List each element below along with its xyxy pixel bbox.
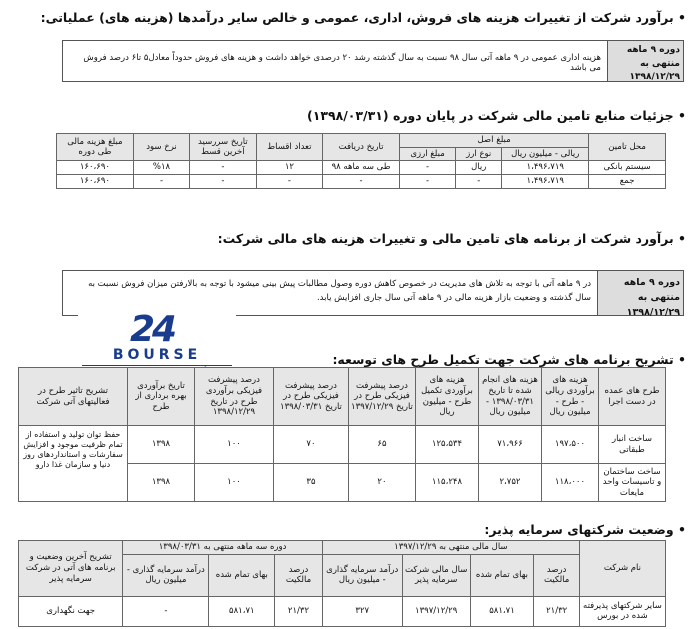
- col-rial: ریالی - میلیون ریال: [502, 147, 589, 161]
- cell: ۲۰: [349, 464, 416, 502]
- financing-plans-text: در ۹ ماهه آتی با توجه به تلاش های مدیریت در خصوص کاهش دوره وصول مطالبات پیش بینی میشود با توجه به بالارفتن میزان فروش نسبت به سال گذشته و وضعیت بازار هزینه مالی در ۹ ماهه آتی سال جاری افزایش یابد.: [88, 279, 591, 304]
- cell: ۱۳۹۷/۱۲/۲۹: [402, 596, 470, 626]
- bullet-icon: •: [678, 108, 686, 123]
- cell: جهت نگهداری: [19, 596, 123, 626]
- col-rate: نرخ سود: [133, 134, 189, 161]
- cell: ۲،۷۵۲: [479, 464, 542, 502]
- section-title-financing-details: جزئیات منابع تامین مالی شرکت در پایان دوره (۱۳۹۸/۰۳/۳۱): [306, 108, 674, 123]
- cell: ۱،۴۹۶،۷۱۹: [502, 174, 589, 188]
- logo-number: 24: [130, 309, 175, 350]
- col-progress-1398-12: درصد پیشرفت فیزیکی برآوردی طرح در تاریخ ۱۳۹۸/۱۲/۲۹: [195, 368, 274, 426]
- col-source: محل تامین: [589, 134, 666, 161]
- bullet-icon: •: [678, 231, 686, 246]
- section-title-development-plans: تشریح برنامه های شرکت جهت تکمیل طرح های توسعه:: [332, 352, 674, 367]
- col-spent: هزینه های انجام شده تا تاریخ ۱۳۹۸/۰۳/۳۱ - میلیون ریال: [479, 368, 542, 426]
- table-row: [57, 174, 666, 188]
- cell: ۱،۴۹۶،۷۱۹: [502, 161, 589, 175]
- cell: -: [133, 174, 189, 188]
- col-receive-date: تاریخ دریافت: [323, 134, 400, 161]
- cell: جمع: [589, 174, 666, 188]
- cell: ۶۵: [349, 426, 416, 464]
- bullet-icon: •: [678, 10, 686, 25]
- table-row: [19, 426, 666, 464]
- cell: ۱۱۵،۲۴۸: [416, 464, 479, 502]
- col-pct-2: درصد مالکیت: [275, 554, 323, 596]
- cell: -: [323, 174, 400, 188]
- bullet-icon: •: [678, 352, 686, 367]
- col-principal: مبلغ اصل: [399, 134, 588, 148]
- col-project: طرح های عمده در دست اجرا: [599, 368, 666, 426]
- table-row: [57, 161, 666, 175]
- cell: ۷۰: [274, 426, 349, 464]
- cell: -: [190, 161, 257, 175]
- operating-costs-box: [62, 40, 684, 82]
- col-operation-date: تاریخ برآوردی بهره برداری از طرح: [128, 368, 195, 426]
- cell: ۲۱/۳۲: [275, 596, 323, 626]
- cell: ۱۲۵،۵۳۴: [416, 426, 479, 464]
- table-row: [19, 596, 666, 626]
- cell: ۱۶۰،۶۹۰: [57, 174, 134, 188]
- col-cost-2: بهای تمام شده: [209, 554, 275, 596]
- section-title-investees: وضعیت شرکتهای سرمایه پذیر:: [484, 522, 674, 537]
- col-group-fy: سال مالی منتهی به ۱۳۹۷/۱۲/۲۹: [322, 541, 579, 555]
- section-title-financing-plans: برآورد شرکت از برنامه های تامین مالی و تغییرات هزینه های مالی شرکت:: [217, 231, 674, 246]
- cell: ۳۵: [274, 464, 349, 502]
- cell: -: [256, 174, 323, 188]
- cell: سیستم بانکی: [589, 161, 666, 175]
- operating-costs-text: هزینه اداری عمومی در ۹ ماهه آتی سال ۹۸ نسبت به سال گذشته رشد ۲۰ درصدی خواهد داشت و هزینه های فروش حدوداً معادل۵ تا۶ درصد فروش می باشد: [83, 53, 601, 73]
- cell: -: [399, 161, 455, 175]
- col-progress-1398-03: درصد پیشرفت فیزیکی طرح در تاریخ ۱۳۹۸/۰۳/۳۱: [274, 368, 349, 426]
- cell: ۱۳۹۸: [128, 426, 195, 464]
- logo-word: BOURSE: [112, 347, 202, 363]
- cell: ۱۲: [256, 161, 323, 175]
- col-remaining: هزینه های برآوردی تکمیل طرح - میلیون ریال: [416, 368, 479, 426]
- col-last-due: تاریخ سررسید آخرین قسط: [190, 134, 257, 161]
- col-estimated-cost: هزینه های برآوردی ریالی - طرح - میلیون ریال: [542, 368, 599, 426]
- cell: %۱۸: [133, 161, 189, 175]
- cell: -: [399, 174, 455, 188]
- col-total: مبلغ هزینه مالی طی دوره: [57, 134, 134, 161]
- col-income-2: درآمد سرمایه گذاری - میلیون ریال: [123, 554, 209, 596]
- investees-table: [18, 540, 666, 627]
- col-income: درآمد سرمایه گذاری - میلیون ریال: [322, 554, 402, 596]
- cell: -: [456, 174, 502, 188]
- section-title-operating-costs: برآورد شرکت از تغییرات هزینه های فروش، اداری، عمومی و خالص سایر درآمدها (هزینه های) عملیاتی:: [40, 10, 674, 25]
- cell: سایر شرکتهای پذیرفته شده در بورس: [579, 596, 665, 626]
- col-pct: درصد مالکیت: [534, 554, 580, 596]
- cell: -: [123, 596, 209, 626]
- col-effect: تشریح تاثیر طرح در فعالیتهای آتی شرکت: [19, 368, 128, 426]
- col-installments: تعداد اقساط: [256, 134, 323, 161]
- cell-effect: حفظ توان تولید و استفاده از تمام ظرفیت موجود و افزایش سفارشات و استانداردهای روز دنیا و سازمان غذا دارو: [19, 426, 128, 502]
- cell: ۲۱/۳۲: [534, 596, 580, 626]
- col-fx-amount: مبلغ ارزی: [399, 147, 455, 161]
- cell: ۱۱۸،۰۰۰: [542, 464, 599, 502]
- col-group-quarter: دوره سه ماهه منتهی به ۱۳۹۸/۰۳/۳۱: [123, 541, 322, 555]
- cell: ۱۳۹۸: [128, 464, 195, 502]
- cell: ۱۶۰،۶۹۰: [57, 161, 134, 175]
- col-cost: بهای تمام شده: [470, 554, 534, 596]
- period-label: دوره ۹ ماهه منتهی به ۱۳۹۸/۱۲/۲۹: [597, 271, 683, 315]
- cell: -: [190, 174, 257, 188]
- col-fx-type: نوع ارز: [456, 147, 502, 161]
- col-fy-end: سال مالی شرکت سرمایه پذیر: [402, 554, 470, 596]
- col-progress-1397: درصد پیشرفت فیزیکی طرح در تاریخ ۱۳۹۷/۱۲/۲۹: [349, 368, 416, 426]
- cell: ۱۹۷،۵۰۰: [542, 426, 599, 464]
- col-company: نام شرکت: [579, 541, 665, 597]
- cell: ۱۰۰: [195, 426, 274, 464]
- cell: ۱۰۰: [195, 464, 274, 502]
- col-investee-effect: تشریح آخرین وضعیت و برنامه های آتی در شرکت سرمایه پذیر: [19, 541, 123, 597]
- period-label: دوره ۹ ماهه منتهی به ۱۳۹۸/۱۲/۲۹: [607, 41, 683, 81]
- cell: ۷۱،۹۶۶: [479, 426, 542, 464]
- cell: ۵۸۱،۷۱: [209, 596, 275, 626]
- cell: ۵۸۱،۷۱: [470, 596, 534, 626]
- development-table: [18, 367, 666, 502]
- financing-table: [56, 133, 666, 189]
- bullet-icon: •: [678, 522, 686, 537]
- cell: ساخت ساختمان و تاسیسات واحد مایعات: [599, 464, 666, 502]
- cell: طی سه ماهه ۹۸: [323, 161, 400, 175]
- cell: ریال: [456, 161, 502, 175]
- cell: ساخت انبار طبقاتی: [599, 426, 666, 464]
- cell: ۳۲۷: [322, 596, 402, 626]
